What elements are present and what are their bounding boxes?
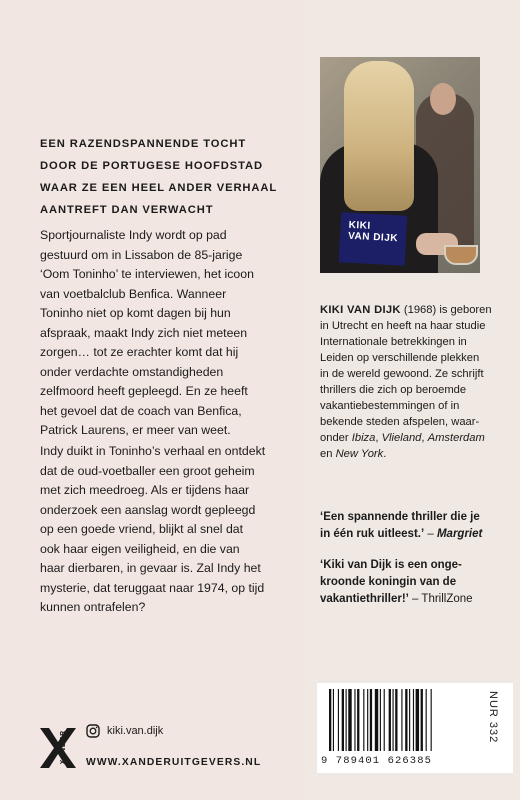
blurb-line: Sportjournaliste Indy wordt op pad xyxy=(40,228,227,242)
blurb-line: Toninho niet op komt dagen bij hun xyxy=(40,306,231,320)
bio-line xyxy=(320,446,502,462)
quote-line xyxy=(320,526,512,543)
bio-line: in de wereld gewoond. Ze schrijft xyxy=(320,368,484,380)
isbn-number: 9 789401 626385 xyxy=(321,755,433,767)
blurb-paragraph-1 xyxy=(40,226,298,441)
book-in-photo xyxy=(339,212,408,265)
blurb-line: Patrick Laurens, er meer van weet. xyxy=(40,423,231,437)
bio-text: (1968) is geboren xyxy=(400,304,492,316)
bio-line: in Utrecht en heeft na haar studie xyxy=(320,320,486,332)
blurb-line: gestuurd om in Lissabon de 85-jarige xyxy=(40,247,243,262)
bio-text: en xyxy=(320,448,336,460)
bio-line xyxy=(320,430,502,446)
review-quote-2 xyxy=(320,557,512,608)
publisher-logo-word: XANDER xyxy=(60,730,67,765)
quote-line: kroonde koningin van de xyxy=(320,576,457,588)
bio-line xyxy=(320,302,502,318)
blurb-line: ‘Oom Toninho’ te interviewen, het icoon xyxy=(40,267,254,281)
bio-place: Ibiza xyxy=(351,432,376,444)
blurb-line: ook haar eigen veiligheid, en die van xyxy=(40,541,240,556)
blurb-line: afspraak, maakt Indy zich niet meteen xyxy=(40,325,248,340)
bio-place: Amsterdam xyxy=(427,432,485,444)
headline xyxy=(40,133,290,221)
blurb-line: onderzoek een aanslag wordt gepleegd xyxy=(40,502,256,517)
author-photo xyxy=(320,57,480,273)
quote-line: ‘Een spannende thriller die je xyxy=(320,511,480,523)
author-bio xyxy=(320,302,502,462)
nur-code xyxy=(483,691,513,771)
quote-text: in één ruk uitleest.’ xyxy=(320,528,425,540)
quote-source: ThrillZone xyxy=(421,593,473,605)
headline-line: AANTREFT DAN VERWACHT xyxy=(40,204,214,216)
author-name: KIKI VAN DIJK xyxy=(320,304,401,316)
blurb-line: dat de oud-voetballer een groot geheim xyxy=(40,463,255,478)
bio-place: Vlieland xyxy=(381,432,422,444)
nur-text: NUR 332 xyxy=(487,691,499,744)
instagram-handle[interactable]: kiki.van.dijk xyxy=(107,725,164,737)
bio-text: , xyxy=(421,432,428,444)
bio-line: Internationale betrekkingen in xyxy=(320,336,467,348)
blurb-line: op een goede vriend, blijkt al snel dat xyxy=(40,522,244,536)
blurb-line: met zich meedroeg. Als er tijdens haar xyxy=(40,483,250,497)
author-hair xyxy=(344,61,414,211)
bio-place: New York xyxy=(335,448,384,460)
bio-text: , xyxy=(375,432,382,444)
drink-glass xyxy=(444,245,478,265)
background-person-head xyxy=(430,83,456,115)
book-title-line: VAN DIJK xyxy=(347,230,399,245)
blurb-line: zelfmoord heeft gepleegd. En ze heeft xyxy=(40,384,248,398)
bio-line: bekende steden afspelen, waar- xyxy=(320,416,480,428)
quote-text: vakantiethriller!’ xyxy=(320,593,409,605)
headline-line: EEN RAZENDSPANNENDE TOCHT xyxy=(40,138,247,150)
blurb-line: van voetbalclub Benfica. Wanneer xyxy=(40,286,227,301)
blurb-line: het gevoel dat de coach van Benfica, xyxy=(40,403,242,418)
quote-dash: – xyxy=(424,528,437,540)
bio-text: onder xyxy=(320,432,352,444)
blurb-paragraph-2 xyxy=(40,442,298,618)
publisher-website[interactable]: WWW.XANDERUITGEVERS.NL xyxy=(86,757,262,768)
barcode xyxy=(317,683,513,773)
quote-dash: – xyxy=(408,593,422,605)
barcode-bars xyxy=(329,689,479,751)
blurb-line: zorgen… tot ze erachter komt dat hij xyxy=(40,345,239,359)
blurb-line: onder verdachte omstandigheden xyxy=(40,364,224,379)
bio-line: Leiden op verschillende plekken xyxy=(320,352,480,364)
headline-line: DOOR DE PORTUGESE HOOFDSTAD xyxy=(40,160,263,172)
quote-line: ‘Kiki van Dijk is een onge- xyxy=(320,559,462,571)
bio-line: thrillers die zich op beroemde xyxy=(320,384,467,396)
blurb-line: mysterie, dat teruggaat naar 1974, op tijd xyxy=(40,580,265,595)
headline-line: WAAR ZE EEN HEEL ANDER VERHAAL xyxy=(40,182,278,194)
blurb-line: kunnen ontrafelen? xyxy=(40,600,146,614)
review-quote-1 xyxy=(320,509,512,543)
instagram-icon xyxy=(86,724,100,738)
xander-logo-icon xyxy=(38,726,78,776)
bio-line: vakantiebestemmingen of in xyxy=(320,400,460,412)
bio-text: . xyxy=(383,448,387,460)
blurb-line: Indy duikt in Toninho’s verhaal en ontdekt xyxy=(40,444,266,458)
quote-source: Margriet xyxy=(436,528,483,540)
book-title xyxy=(348,220,399,245)
book-title-line: KIKI xyxy=(348,219,371,232)
quote-line xyxy=(320,591,512,608)
blurb-line: haar dierbaren, in gevaar is. Zal Indy het xyxy=(40,561,261,575)
